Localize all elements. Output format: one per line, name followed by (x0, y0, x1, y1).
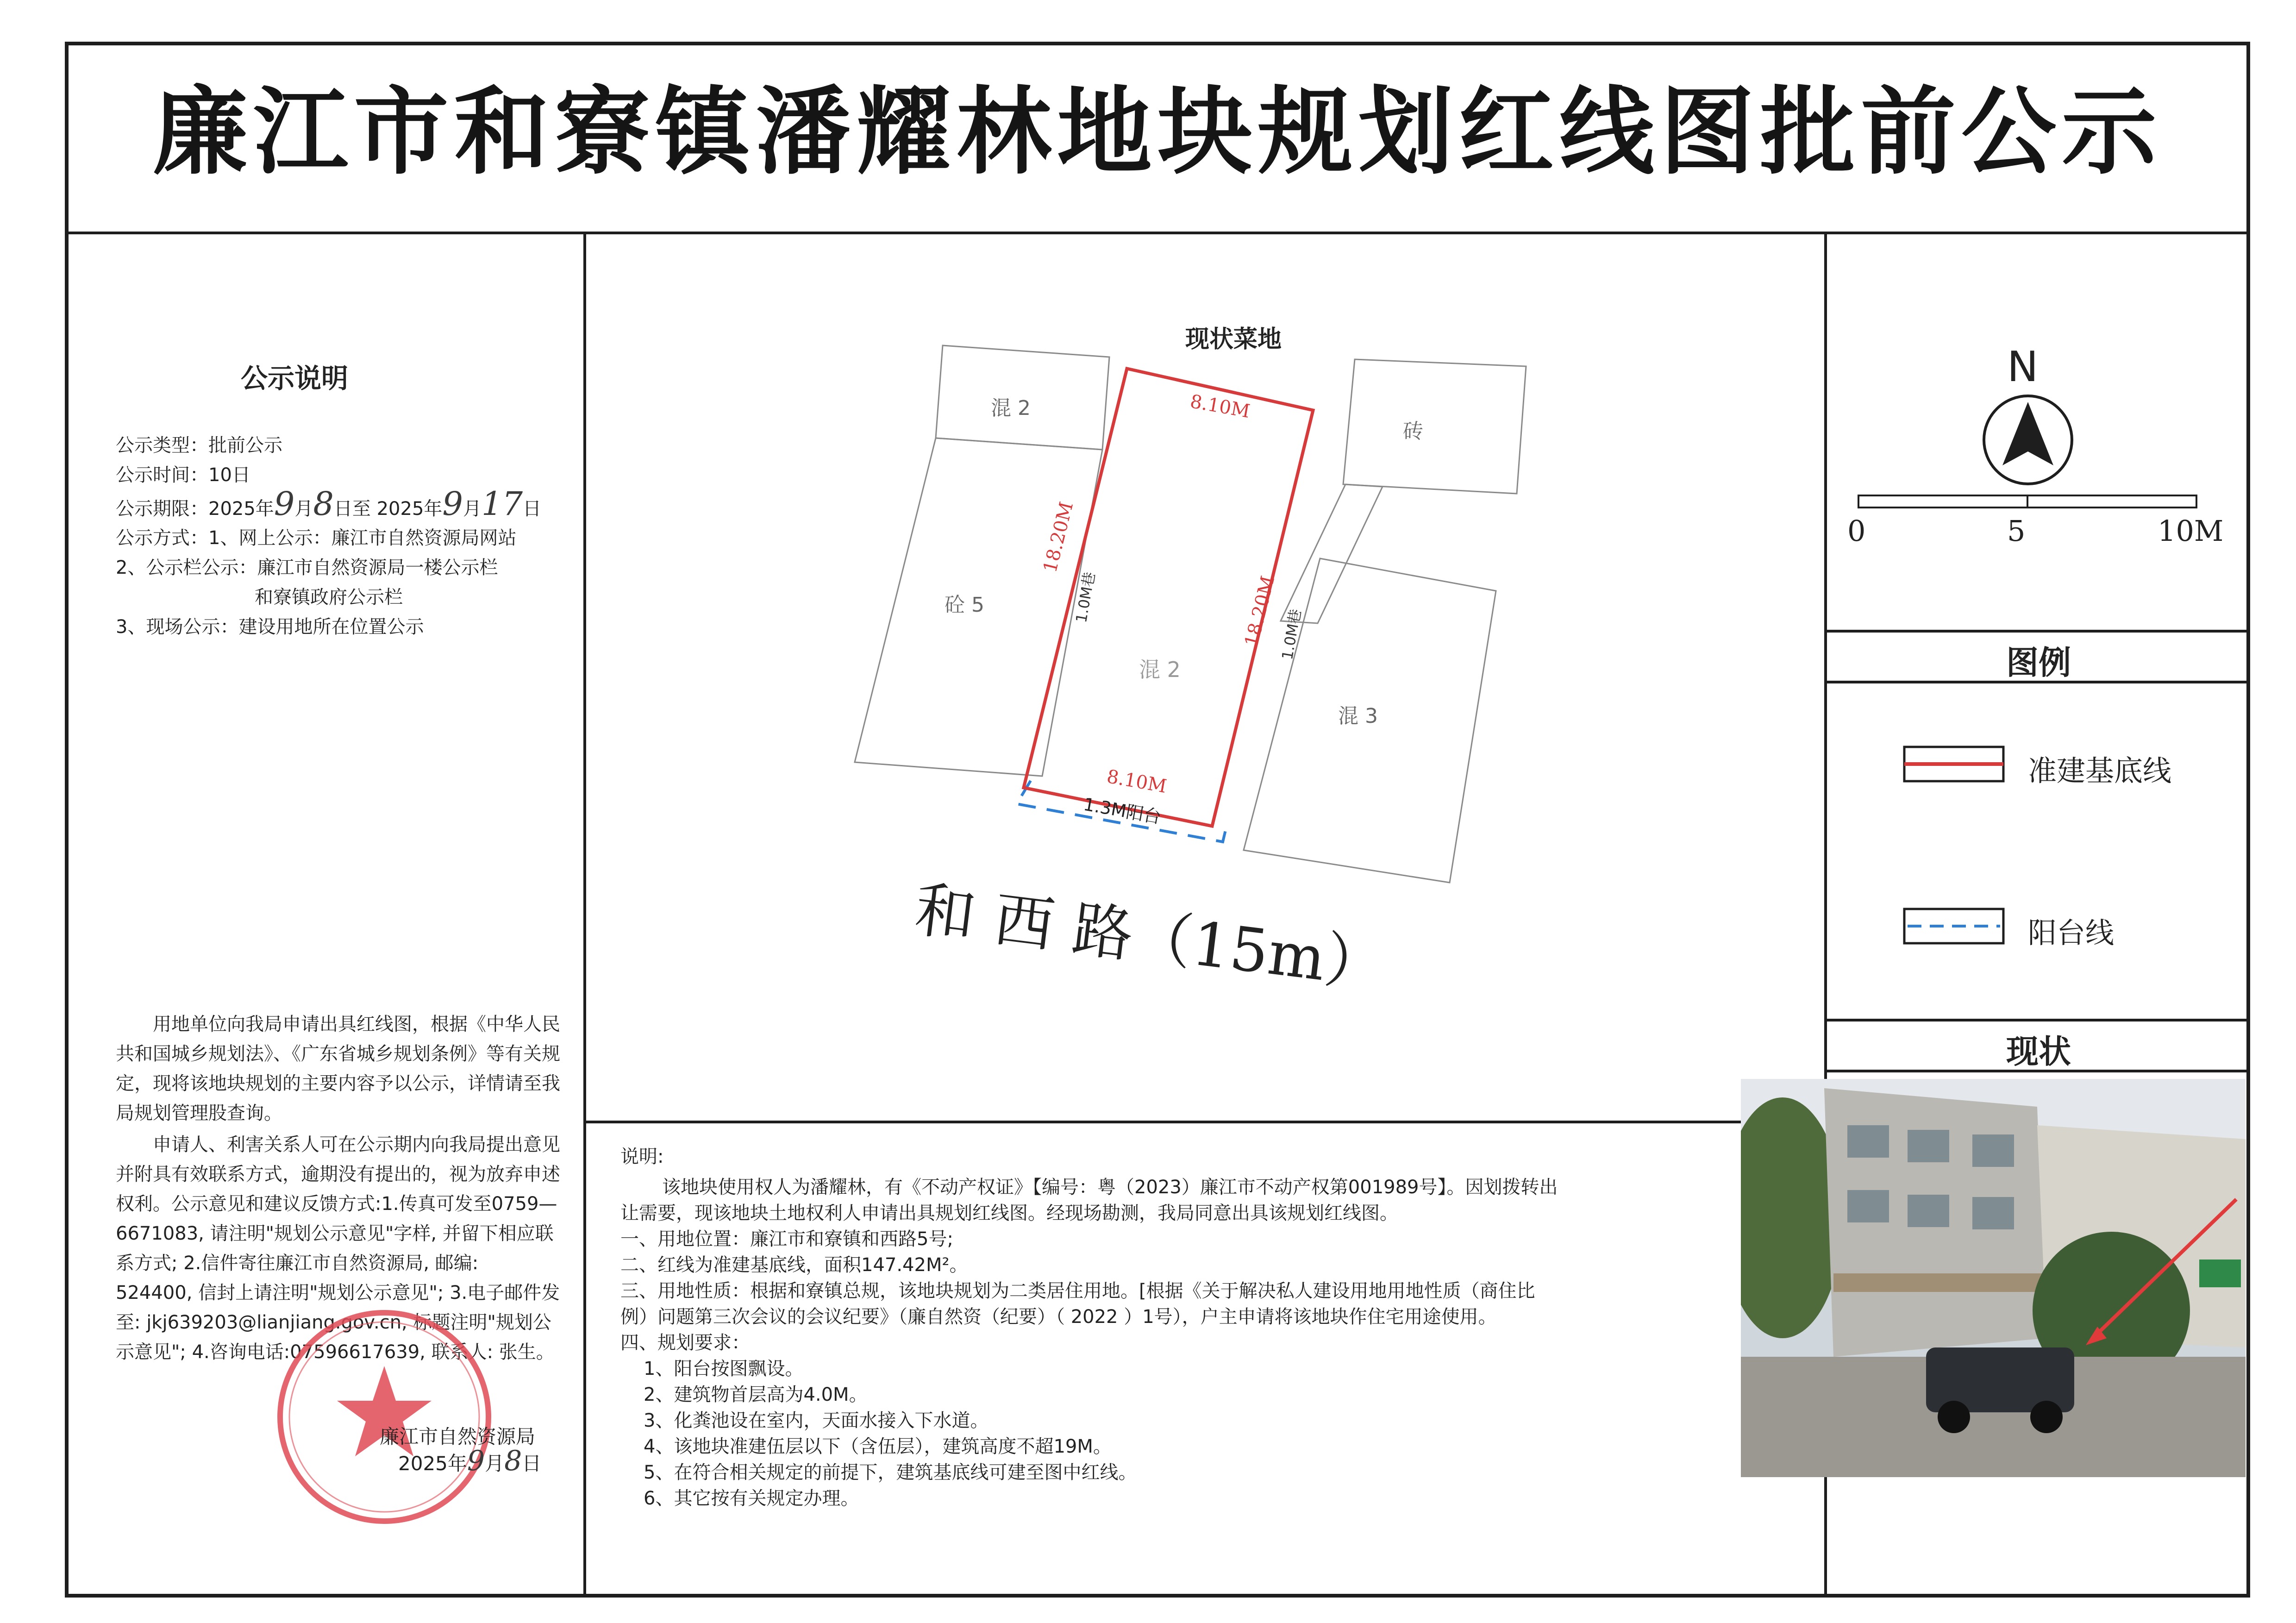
period-month-2: 9 (442, 485, 463, 523)
scale-bar (1857, 491, 2208, 514)
building-label-hun2: 混 2 (991, 396, 1031, 420)
balcony-label: 1.3M阳台 (1082, 794, 1163, 828)
map-top-label: 现状菜地 (1185, 326, 1282, 353)
period-month-1: 9 (274, 485, 295, 523)
period-mid-1: 月 (294, 498, 313, 520)
legend-redline-label: 准建基底线 (2028, 754, 2172, 788)
notice-board-1: 2、公示栏公示：廉江市自然资源局一楼公示栏 (116, 557, 498, 578)
legend-top-line (1824, 630, 2250, 633)
legend-heading: 图例 (2006, 644, 2071, 682)
notice-method: 公示方式：1、网上公示：廉江市自然资源局网站 (116, 527, 517, 549)
signer: 廉江市自然资源局 (380, 1425, 536, 1448)
notice-heading: 公示说明 (241, 363, 349, 394)
sign-date (398, 1445, 541, 1477)
desc-item-1: 一、用地位置：廉江市和寮镇和西路5号; (620, 1228, 953, 1250)
desc-heading: 说明: (620, 1146, 664, 1167)
north-arrow-icon (1977, 389, 2079, 491)
desc-req-4: 4、该地块准建伍层以下（含伍层），建筑高度不超19M。 (644, 1436, 1112, 1457)
desc-req-5: 5、在符合相关规定的前提下，建筑基底线可建至图中红线。 (644, 1462, 1137, 1483)
desc-req-6: 6、其它按有关规定办理。 (644, 1488, 859, 1509)
legend-balcony-label: 阳台线 (2028, 916, 2115, 950)
desc-intro-1: 该地块使用权人为潘耀林，有《不动产权证》【编号：粤（2023）廉江市不动产权第001989号】。因划拨转出 (662, 1177, 1558, 1198)
period-mid-2: 日至 2025年 (333, 498, 443, 520)
notice-paragraph-2: 申请人、利害关系人可在公示期内向我局提出意见并附具有效联系方式，逾期没有提出的，视为放弃申述权利。公示意见和建议反馈方式:1.传真可发至0759—6671083, 请注明"规划公示意见"字样, 并留下相应联系方式; 2.信件寄往廉江市自然资源局, 邮编: 524400, 信封上请注明"规划公示意见"; 3.电子邮件发至: jkj639203@lianjiang.gov.cn, 标题注明"规划公示意见"; 4.咨询电话:07596617639, 联系人: 张生。 (116, 1134, 560, 1363)
status-heading: 现状 (2006, 1033, 2071, 1071)
scale-5: 5 (2007, 514, 2026, 548)
period-suffix: 日 (523, 498, 542, 520)
status-top-line (1824, 1019, 2250, 1021)
north-label: N (2007, 343, 2039, 391)
building-label-hun3: 混 3 (1338, 704, 1378, 728)
desc-req-2: 2、建筑物首层高为4.0M。 (644, 1384, 868, 1405)
period-day-2: 17 (481, 485, 523, 523)
desc-item-3-line-2: 例）问题第三次会议的会议纪要》（廉自然资（纪要）（ 2022 ）1号），户主申请将该地块作住宅用途使用。 (620, 1306, 1497, 1328)
site-plan (586, 234, 1824, 1121)
period-mid-3: 月 (463, 498, 482, 520)
dim-top: 8.10M (1188, 391, 1252, 422)
building-brick-bottom (1281, 484, 1383, 623)
dim-bottom: 8.10M (1105, 766, 1169, 797)
sign-mid: 月 (485, 1452, 505, 1475)
building-label-brick: 砖 (1403, 420, 1423, 443)
scale-0: 0 (1847, 514, 1866, 548)
sign-month: 9 (467, 1445, 485, 1477)
desc-item-4: 四、规划要求： (620, 1332, 750, 1354)
desc-item-2: 二、红线为准建基底线，面积147.42M²。 (620, 1254, 968, 1276)
notice-time: 公示时间：10日 (116, 464, 250, 486)
parcel-label: 混 2 (1139, 657, 1181, 682)
description-divider (583, 1121, 1824, 1123)
sign-day: 8 (504, 1445, 522, 1477)
desc-item-3-line-1: 三、用地性质：根据和寮镇总规，该地块规划为二类居住用地。[根据《关于解决私人建设用地用地性质（商住比 (620, 1280, 1535, 1302)
building-label-tong5: 砼 5 (945, 593, 984, 617)
dim-right: 18.20M (1241, 574, 1279, 649)
map-road-label: 和 西 路（15m） (911, 874, 1389, 1002)
sign-date-prefix: 2025年 (398, 1452, 467, 1475)
legend-redline-icon (1903, 746, 2005, 783)
notice-site: 3、现场公示：建设用地所在位置公示 (116, 616, 424, 638)
period-prefix: 公示期限：2025年 (116, 498, 274, 520)
desc-req-1: 1、阳台按图飘设。 (644, 1358, 804, 1379)
notice-type: 公示类型：批前公示 (116, 435, 282, 456)
alley-left: 1.0M巷 (1072, 570, 1099, 624)
notice-period (116, 483, 541, 529)
building-brick-top (1343, 359, 1526, 494)
notice-paragraph-1: 用地单位向我局申请出具红线图，根据《中华人民共和国城乡规划法》、《广东省城乡规划条例》等有关规定，现将该地块规划的主要内容予以公示，详情请至我局规划管理股查询。 (116, 1014, 560, 1124)
page-title: 廉江市和寮镇潘耀林地块规划红线图批前公示 (153, 76, 2162, 188)
alley-right: 1.0M巷 (1278, 608, 1305, 661)
official-seal (259, 1297, 509, 1537)
scale-10: 10M (2158, 514, 2224, 548)
dim-left: 18.20M (1039, 500, 1078, 575)
sign-suffix: 日 (522, 1452, 542, 1475)
legend-balcony-icon (1903, 908, 2005, 945)
desc-req-3: 3、化粪池设在室内，天面水接入下水道。 (644, 1410, 989, 1431)
period-day-1: 8 (313, 485, 334, 523)
status-photo (1741, 1079, 2246, 1477)
desc-intro-2: 让需要，现该地块土地权利人申请出具规划红线图。经现场勘测，我局同意出具该规划红线图。 (620, 1203, 1398, 1224)
notice-board-2: 和寮镇政府公示栏 (255, 587, 403, 608)
